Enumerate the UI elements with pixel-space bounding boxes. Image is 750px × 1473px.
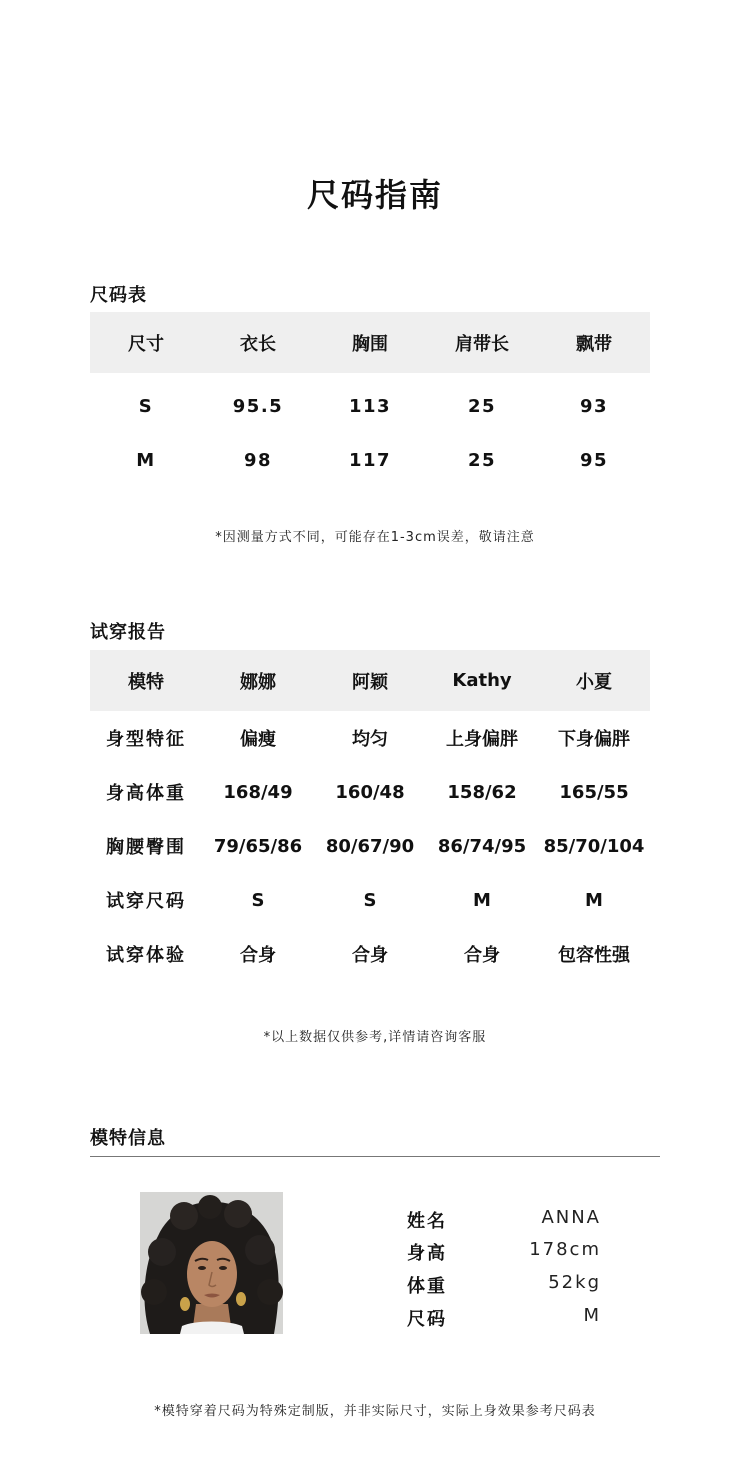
size-chart-title: 尺码表 — [90, 285, 147, 306]
table-cell: 合身 — [352, 945, 388, 966]
size-chart-header-row — [90, 312, 650, 373]
table-row — [90, 927, 650, 981]
table-cell: 160/48 — [335, 781, 405, 803]
table-row — [90, 873, 650, 927]
table-cell: 168/49 — [223, 781, 293, 803]
model-info-row-height — [407, 1239, 607, 1269]
table-cell: S — [138, 395, 154, 417]
table-row — [90, 765, 650, 819]
table-cell: 95 — [579, 449, 609, 471]
table-row — [90, 711, 650, 765]
info-value: ANNA — [541, 1207, 601, 1228]
table-row — [90, 433, 650, 487]
table-cell: 85/70/104 — [543, 835, 645, 857]
tryon-header-row — [90, 650, 650, 711]
info-label: 姓名 — [407, 1211, 447, 1232]
info-value: M — [583, 1305, 601, 1326]
table-cell: 117 — [348, 449, 392, 471]
model-info-row-size — [407, 1305, 607, 1335]
size-chart-note: *因测量方式不同，可能存在1-3cm误差，敬请注意 — [215, 530, 535, 545]
size-header-length: 衣长 — [202, 312, 314, 373]
info-value: 52kg — [548, 1272, 601, 1293]
table-cell: 113 — [348, 395, 392, 417]
size-chart-table — [90, 312, 650, 487]
info-label: 体重 — [407, 1276, 447, 1297]
size-header-bust: 胸围 — [314, 312, 426, 373]
table-cell: 86/74/95 — [437, 835, 527, 857]
row-label: 试穿体验 — [106, 945, 186, 966]
table-cell: 165/55 — [559, 781, 629, 803]
size-header-size: 尺寸 — [90, 312, 202, 373]
table-cell: 25 — [467, 395, 497, 417]
row-label: 胸腰臀围 — [106, 837, 186, 858]
table-cell: 均匀 — [352, 729, 388, 750]
section-divider — [90, 1156, 660, 1157]
table-cell: 下身偏胖 — [558, 729, 630, 750]
table-cell: 158/62 — [447, 781, 517, 803]
table-cell: 合身 — [464, 945, 500, 966]
info-label: 尺码 — [407, 1309, 447, 1330]
row-label: 身高体重 — [106, 783, 186, 804]
table-cell: 98 — [243, 449, 273, 471]
table-cell: 93 — [579, 395, 609, 417]
size-header-ribbon: 飘带 — [538, 312, 650, 373]
info-value: 178cm — [529, 1239, 601, 1260]
model-photo — [140, 1192, 283, 1334]
table-cell: 95.5 — [232, 395, 284, 417]
table-cell: 偏瘦 — [240, 729, 276, 750]
table-cell: M — [136, 449, 156, 471]
tryon-report-note: *以上数据仅供参考,详情请咨询客服 — [263, 1030, 487, 1045]
tryon-header-aying: 阿颖 — [314, 650, 426, 711]
table-cell: S — [363, 889, 377, 911]
tryon-header-model: 模特 — [90, 650, 202, 711]
table-cell: 79/65/86 — [213, 835, 303, 857]
tryon-header-kathy: Kathy — [426, 650, 538, 711]
table-cell: 合身 — [240, 945, 276, 966]
table-row — [90, 819, 650, 873]
model-info-note: *模特穿着尺码为特殊定制版，并非实际尺寸，实际上身效果参考尺码表 — [154, 1404, 596, 1419]
tryon-report-table — [90, 650, 650, 981]
info-label: 身高 — [407, 1243, 447, 1264]
page-title: 尺码指南 — [306, 176, 443, 214]
size-header-strap: 肩带长 — [426, 312, 538, 373]
table-cell: 上身偏胖 — [446, 729, 518, 750]
row-label: 身型特征 — [106, 729, 186, 750]
table-cell: 包容性强 — [558, 945, 630, 966]
tryon-report-title: 试穿报告 — [90, 622, 166, 643]
table-cell: M — [473, 889, 491, 911]
model-info-row-name — [407, 1207, 607, 1237]
table-cell: S — [251, 889, 265, 911]
tryon-header-nana: 娜娜 — [202, 650, 314, 711]
tryon-header-xiaoxia: 小夏 — [538, 650, 650, 711]
table-cell: 25 — [467, 449, 497, 471]
row-label: 试穿尺码 — [106, 891, 186, 912]
table-cell: M — [585, 889, 603, 911]
model-info-row-weight — [407, 1272, 607, 1302]
table-cell: 80/67/90 — [325, 835, 415, 857]
table-row — [90, 373, 650, 433]
model-info-title: 模特信息 — [90, 1128, 166, 1149]
